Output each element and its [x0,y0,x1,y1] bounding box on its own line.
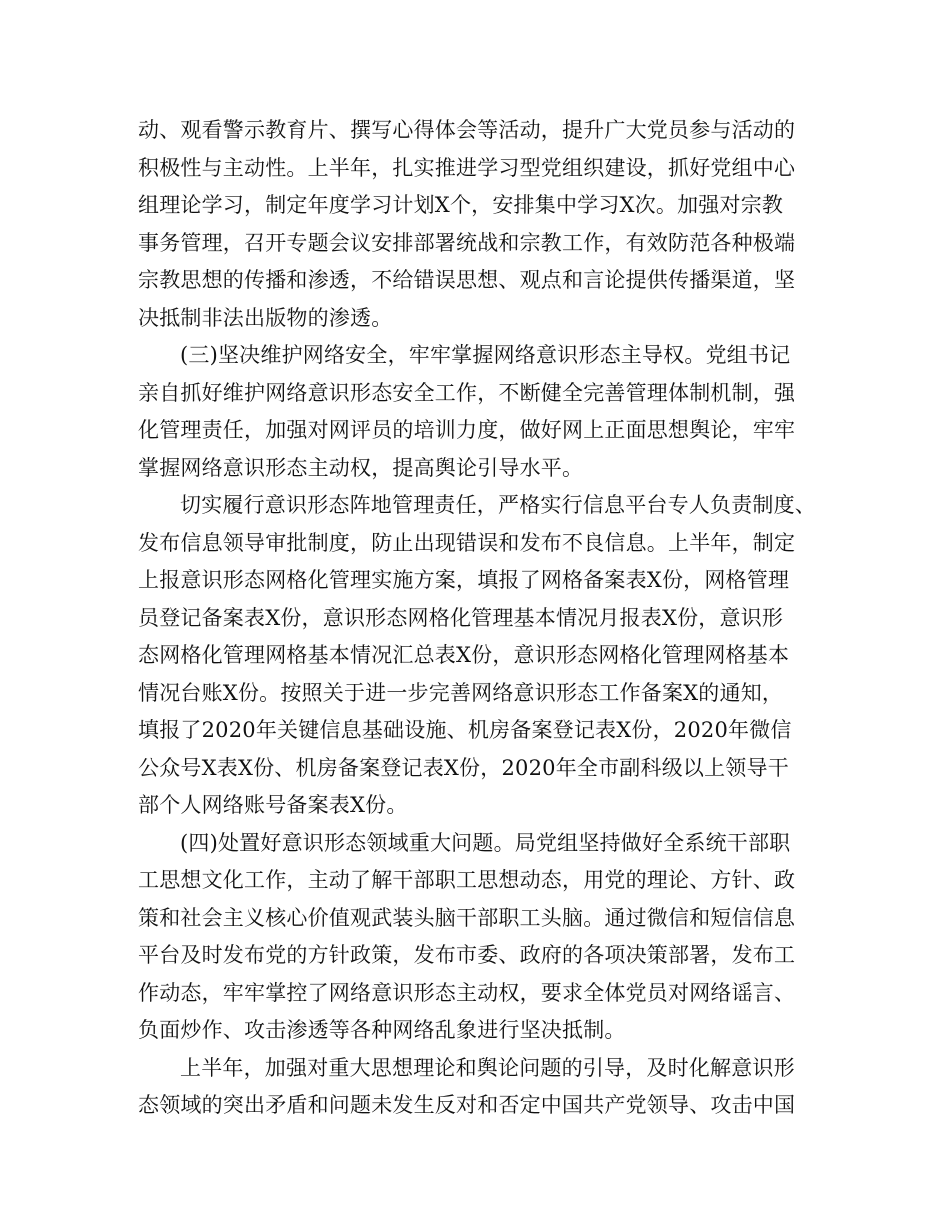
document-body [138,112,818,1125]
paragraph-start: 切实履行意识形态阵地管理责任，严格实行信息平台专人负责制度、 [180,493,816,517]
text-line: 情况台账X份。按照关于进一步完善网络意识形态工作备案X的通知， [138,680,784,705]
text-line: 掌握网络意识形态主动权，提高舆论引导水平。 [138,455,584,480]
paragraph-heading-four: (四)处置好意识形态领域重大问题。局党组坚持做好全系统干部职 [180,830,791,855]
text-line: 亲自抓好维护网络意识形态安全工作，不断健全完善管理体制机制，强 [138,380,796,405]
text-line: 态领域的突出矛盾和问题未发生反对和否定中国共产党领导、攻击中国 [138,1093,796,1117]
paragraph-start: 上半年，加强对重大思想理论和舆论问题的引导，及时化解意识形 [180,1055,795,1080]
text-line: 事务管理，召开专题会议安排部署统战和宗教工作，有效防范各种极端 [138,230,796,255]
text-line: 积极性与主动性。上半年，扎实推进学习型党组织建设，抓好党组中心 [138,155,796,180]
text-line: 宗教思想的传播和渗透，不给错误思想、观点和言论提供传播渠道，坚 [138,268,796,292]
text-line: 动、观看警示教育片、撰写心得体会等活动，提升广大党员参与活动的 [138,118,796,142]
text-line: 员登记备案表X份，意识形态网格化管理基本情况月报表X份，意识形 [138,605,784,630]
text-line: 负面炒作、攻击渗透等各种网络乱象进行坚决抵制。 [138,1018,626,1042]
text-line: 部个人网络账号备案表X份。 [138,793,408,817]
text-line: 策和社会主义核心价值观武装头脑干部职工头脑。通过微信和短信信息 [138,905,796,930]
text-line: 组理论学习，制定年度学习计划X个，安排集中学习X次。加强对宗教 [138,193,784,217]
text-line: 公众号X表X份、机房备案登记表X份，2020年全市副科级以上领导干 [138,755,789,780]
text-line: 决抵制非法出版物的渗透。 [138,305,393,330]
text-line: 作动态，牢牢掌控了网络意识形态主动权，要求全体党员对网络谣言、 [138,980,796,1005]
text-line: 平台及时发布党的方针政策，发布市委、政府的各项决策部署，发布工 [138,943,796,967]
text-line: 填报了2020年关键信息基础设施、机房备案登记表X份，2020年微信 [138,718,792,742]
text-line: 发布信息领导审批制度，防止出现错误和发布不良信息。上半年，制定 [138,530,796,555]
text-line: 工思想文化工作，主动了解干部职工思想动态，用党的理论、方针、政 [138,868,796,892]
paragraph-heading-three: (三)坚决维护网络安全，牢牢掌握网络意识形态主导权。党组书记 [180,343,791,367]
text-line: 化管理责任，加强对网评员的培训力度，做好网上正面思想舆论，牢牢 [138,418,796,442]
text-line: 态网格化管理网格基本情况汇总表X份，意识形态网格化管理网格基本 [138,643,790,667]
text-line: 上报意识形态网格化管理实施方案，填报了网格备案表X份，网格管理 [138,568,790,592]
